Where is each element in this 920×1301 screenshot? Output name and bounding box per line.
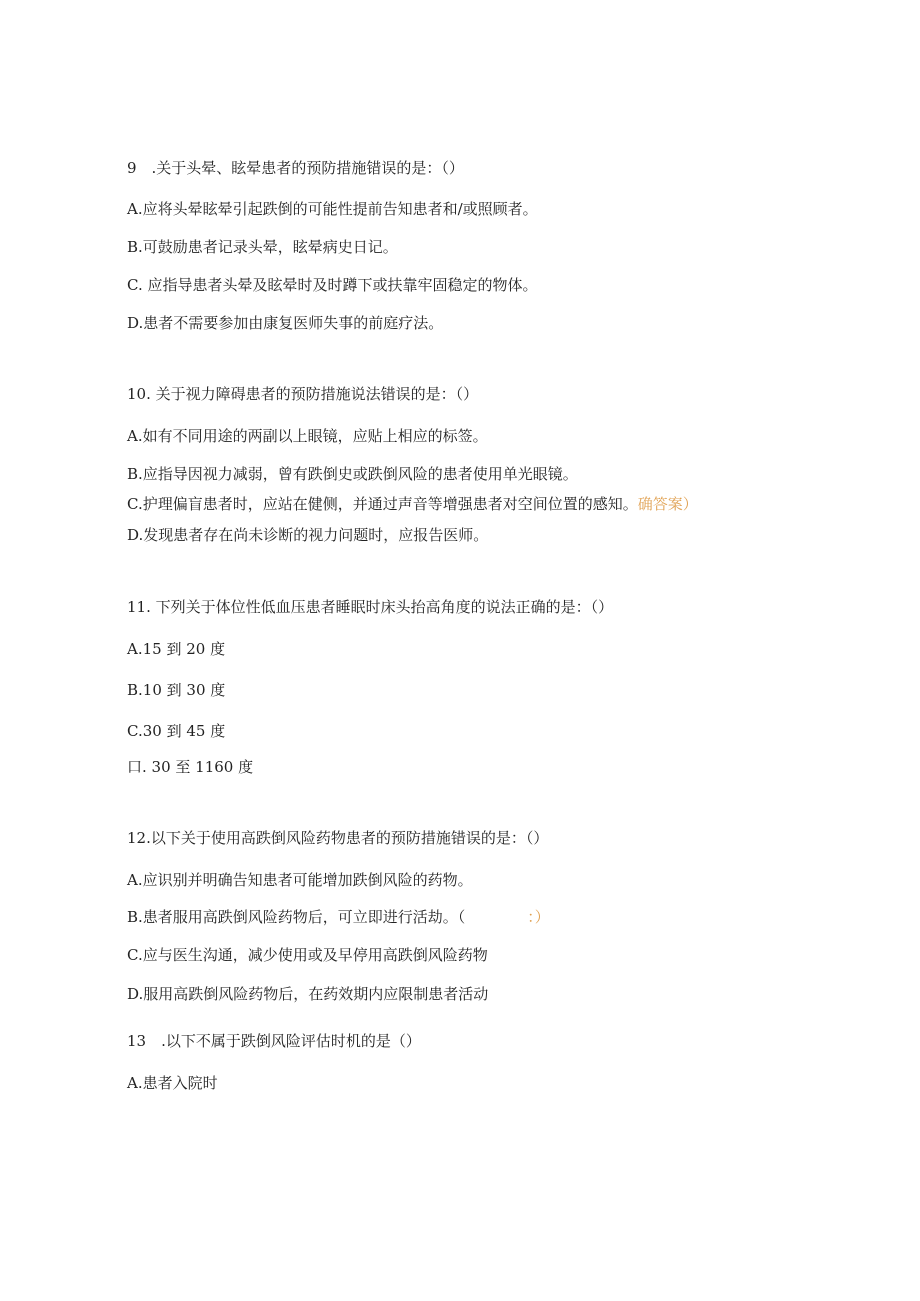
- question-10-option-c-text: C.护理偏盲患者时，应站在健侧，并通过声音等增强患者对空间位置的感知。: [127, 495, 638, 513]
- question-11-option-b: B.10 到 30 度: [127, 681, 226, 699]
- question-12-option-a: A.应识别并明确告知患者可能增加跌倒风险的药物。: [127, 871, 473, 889]
- question-11-stem: 11. 下列关于体位性低血压患者睡眠时床头抬高角度的说法正确的是：（）: [127, 598, 614, 616]
- question-9-option-c: C. 应指导患者头晕及眩晕时及时蹲下或扶靠牢固稳定的物体。: [127, 276, 538, 294]
- answer-note: 确答案）: [637, 495, 698, 513]
- question-12-option-c: C.应与医生沟通，减少使用或及早停用高跌倒风险药物: [127, 946, 488, 964]
- question-12-option-b-text: B.患者服用高跌倒风险药物后，可立即进行活劫。（: [127, 908, 466, 926]
- question-9-option-a: A.应将头晕眩晕引起跌倒的可能性提前告知患者和/或照顾者。: [127, 200, 538, 218]
- question-11-option-a: A.15 到 20 度: [127, 640, 226, 658]
- question-12-option-d: D.服用高跌倒风险药物后，在药效期内应限制患者活动: [127, 985, 489, 1003]
- question-11-option-d: 口. 30 至 1160 度: [127, 758, 254, 776]
- question-13-stem: 13 .以下不属于跌倒风险评估时机的是（）: [127, 1032, 421, 1050]
- question-13-option-a: A.患者入院时: [127, 1074, 218, 1092]
- question-11-option-c: C.30 到 45 度: [127, 722, 226, 740]
- question-10-option-a: A.如有不同用途的两副以上眼镜，应贴上相应的标签。: [127, 427, 488, 445]
- question-10-stem: 10. 关于视力障碍患者的预防措施说法错误的是：（）: [127, 385, 479, 403]
- question-10-option-b: B.应指导因视力减弱，曾有跌倒史或跌倒风险的患者使用单光眼镜。: [127, 465, 578, 483]
- question-9-option-d: D.患者不需要参加由康复医师失事的前庭疗法。: [127, 314, 444, 332]
- question-9-stem: 9 .关于头晕、眩晕患者的预防措施错误的是：（）: [127, 159, 464, 177]
- answer-note: ：）: [527, 908, 550, 926]
- question-9-option-b: B.可鼓励患者记录头晕，眩晕病史日记。: [127, 238, 398, 256]
- question-10-option-c: [127, 494, 698, 514]
- question-12-stem: 12.以下关于使用高跌倒风险药物患者的预防措施错误的是：（）: [127, 829, 549, 847]
- question-10-option-d: D.发现患者存在尚未诊断的视力问题时，应报告医师。: [127, 526, 489, 544]
- question-12-option-b: [127, 907, 550, 927]
